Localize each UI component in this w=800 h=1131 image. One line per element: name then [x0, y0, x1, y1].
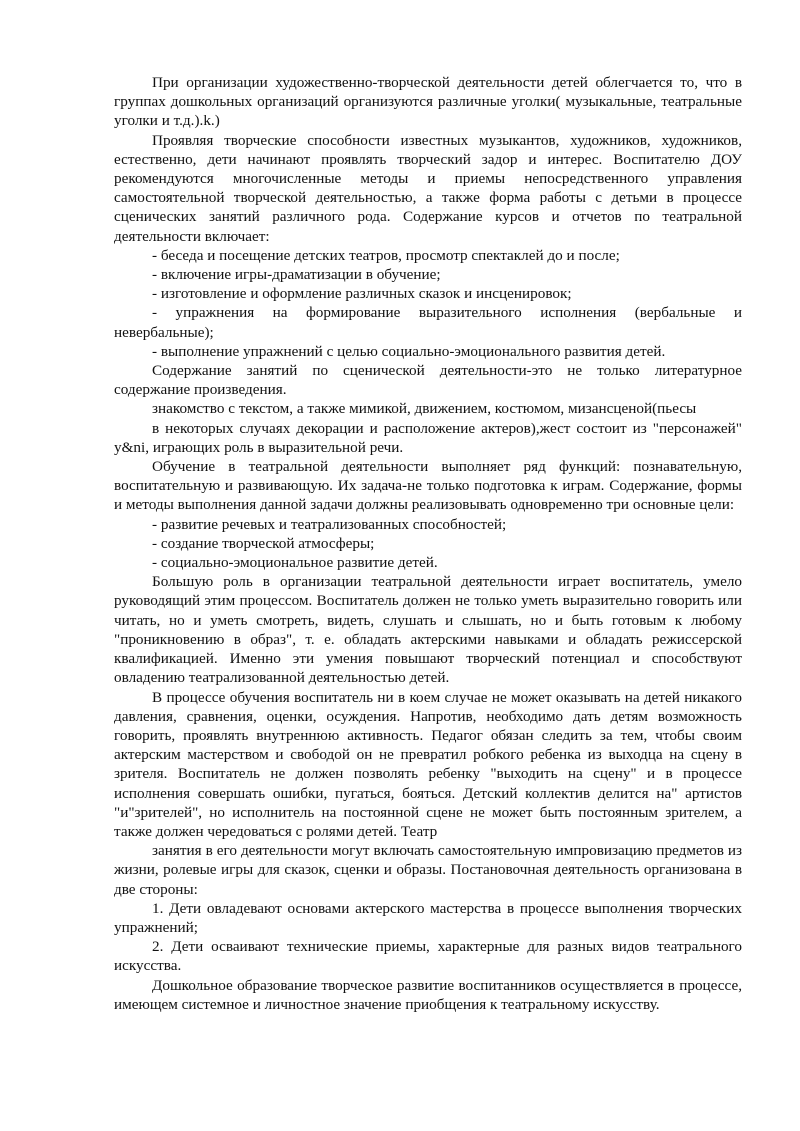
list-item: - беседа и посещение детских театров, просмотр спектаклей до и после;: [152, 246, 620, 264]
list-item: - изготовление и оформление различных сказок и инсценировок;: [152, 285, 572, 303]
list-item: - упражнения на формирование выразительного исполнения (вербальные и невербальные);: [114, 304, 742, 341]
numbered-item: 1. Дети овладевают основами актерского мастерства в процессе выполнения творческих упражнений;: [114, 899, 742, 936]
list-item: - создание творческой атмосферы;: [152, 534, 375, 552]
list-item: - развитие речевых и театрализованных способностей;: [152, 515, 507, 533]
paragraph: В процессе обучения воспитатель ни в коем случае не может оказывать на детей никакого давления, сравнения, оценки, осуждения. Напротив, необходимо дать детям возможность говорить, проявлять внутреннюю активность. Педагог обязан следить за тем, чтобы своим актерским мастерством и свободой он не превратил робкого ребенка из выходца на сцену в зрителя. Воспитатель не должен позволять ребенку "выходить на сцену" и в процессе исполнения совершать ошибки, пугаться, бояться. Детский коллектив делится на" артистов "и"зрителей", но исполнитель на постоянной сцене не может быть постоянным зрителем, а также должен чередоваться с ролями детей. Театр: [114, 688, 742, 840]
list-item: - социально-эмоциональное развитие детей.: [152, 554, 438, 572]
list-item: - включение игры-драматизации в обучение;: [152, 266, 441, 284]
document-page: [114, 73, 742, 1014]
paragraph: Дошкольное образование творческое развитие воспитанников осуществляется в процессе, имеющем системное и личностное значение приобщения к театральному искусству.: [114, 976, 742, 1013]
paragraph: Содержание занятий по сценической деятельности-это не только литературное содержание произведения.: [114, 362, 742, 399]
paragraph: При организации художественно-творческой деятельности детей облегчается то, что в группах дошкольных организаций организуются различные уголки( музыкальные, театральные уголки и т.д.).k.): [114, 74, 742, 130]
paragraph: Проявляя творческие способности известных музыкантов, художников, художников, естественно, дети начинают проявлять творческий задор и интерес. Воспитателю ДОУ рекомендуются многочисленные методы и приемы непосредственного управления самостоятельной творческой деятельностью, а также форма работы с детьми в процессе сценических занятий различного рода. Содержание курсов и отчетов по театральной деятельности включает:: [114, 131, 742, 245]
list-item: - выполнение упражнений с целью социально-эмоционального развития детей.: [152, 342, 666, 360]
paragraph: занятия в его деятельности могут включать самостоятельную импровизацию предметов из жизни, ролевые игры для сказок, сценки и образы. Постановочная деятельность организована в две стороны:: [114, 842, 742, 898]
paragraph: в некоторых случаях декорации и расположение актеров),жест состоит из "персонажей" y&ni, играющих роль в выразительной речи.: [114, 419, 742, 456]
numbered-item: 2. Дети осваивают технические приемы, характерные для разных видов театрального искусства.: [114, 938, 742, 975]
paragraph: Обучение в театральной деятельности выполняет ряд функций: познавательную, воспитательную и развивающую. Их задача-не только подготовка к играм. Содержание, формы и методы выполнения данной задачи должны реализовывать одновременно три основные цели:: [114, 458, 742, 514]
paragraph: Большую роль в организации театральной деятельности играет воспитатель, умело руководящий этим процессом. Воспитатель должен не только уметь выразительно говорить или читать, но и уметь смотреть, видеть, слушать и слышать, но и быть готовым к любому "проникновению в образ", т. е. обладать актерскими навыками и обладать режиссерской квалификацией. Именно эти умения повышают творческий потенциал и способствуют овладению театрализованной деятельностью детей.: [114, 573, 742, 687]
paragraph: знакомство с текстом, а также мимикой, движением, костюмом, мизансценой(пьесы: [152, 400, 697, 418]
